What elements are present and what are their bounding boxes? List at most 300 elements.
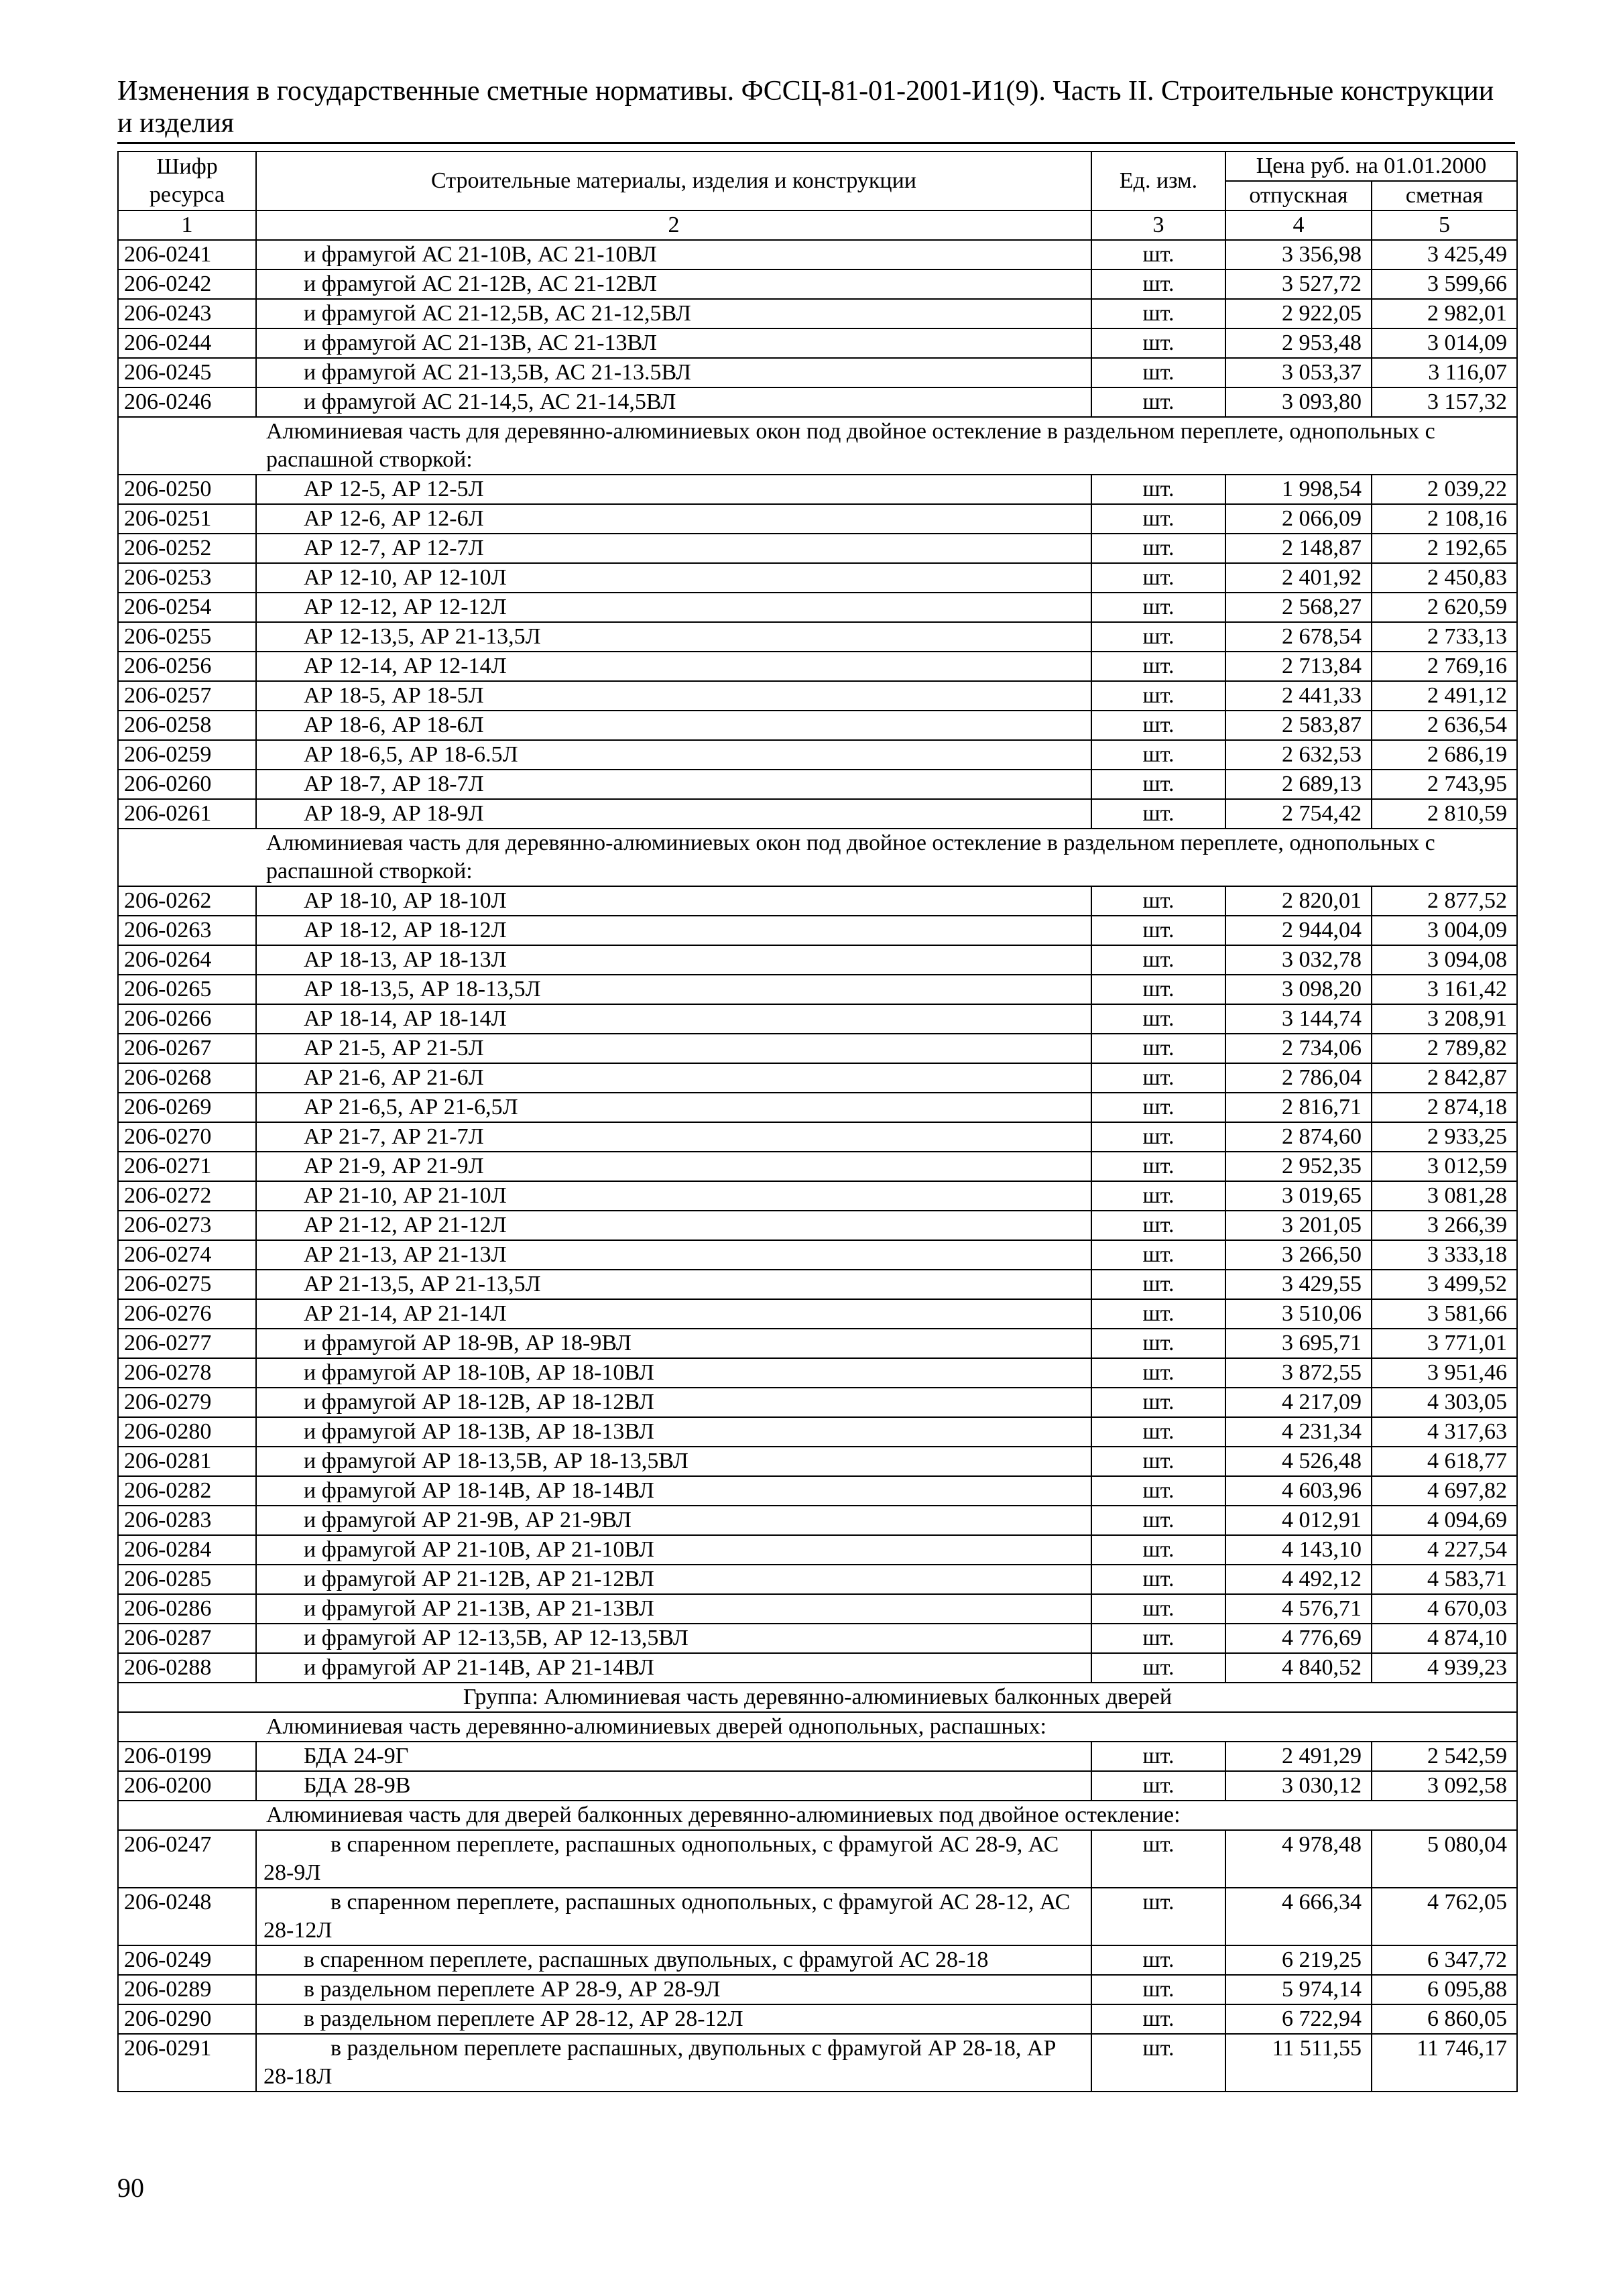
material-name: БДА 28-9В [256,1771,1091,1801]
table-row [118,504,1517,534]
table-row [118,1771,1517,1801]
resource-code: 206-0254 [118,593,256,622]
estimate-price: 2 743,95 [1372,770,1517,799]
table-body [118,240,1517,2092]
resource-code: 206-0274 [118,1240,256,1270]
estimate-price: 4 227,54 [1372,1535,1517,1565]
release-price: 2 754,42 [1225,799,1372,829]
unit-of-measure: шт. [1091,622,1225,652]
release-price: 6 219,25 [1225,1945,1372,1975]
unit-of-measure: шт. [1091,1240,1225,1270]
resource-code: 206-0266 [118,1004,256,1034]
release-price: 2 568,27 [1225,593,1372,622]
material-name: в спаренном переплете, распашных двупольных, с фрамугой АС 28-18 [256,1945,1091,1975]
resource-code: 206-0264 [118,945,256,975]
unit-of-measure: шт. [1091,1830,1225,1888]
estimate-price: 2 039,22 [1372,475,1517,504]
material-name: АР 18-12, АР 18-12Л [256,916,1091,945]
unit-of-measure: шт. [1091,770,1225,799]
release-price: 4 143,10 [1225,1535,1372,1565]
unit-of-measure: шт. [1091,1152,1225,1181]
unit-of-measure: шт. [1091,916,1225,945]
release-price: 2 148,87 [1225,534,1372,563]
release-price: 4 576,71 [1225,1594,1372,1624]
resource-code: 206-0248 [118,1888,256,1945]
resource-code: 206-0253 [118,563,256,593]
material-name: БДА 24-9Г [256,1742,1091,1771]
table-row [118,681,1517,711]
table-row [118,1447,1517,1476]
page-number: 90 [117,2173,144,2203]
material-name: АР 18-7, АР 18-7Л [256,770,1091,799]
unit-of-measure: шт. [1091,1653,1225,1683]
material-name: и фрамугой АС 21-12,5В, АС 21-12,5ВЛ [256,299,1091,328]
section-heading: Алюминиевая часть для дверей балконных деревянно-алюминиевых под двойное остекление: [118,1801,1517,1830]
table-row [118,328,1517,358]
resource-code: 206-0245 [118,358,256,387]
table-row [118,1535,1517,1565]
estimate-price: 2 877,52 [1372,886,1517,916]
unit-of-measure: шт. [1091,299,1225,328]
unit-of-measure: шт. [1091,1093,1225,1122]
estimate-price: 2 733,13 [1372,622,1517,652]
unit-of-measure: шт. [1091,534,1225,563]
page-header: Изменения в государственные сметные нормативы. ФССЦ-81-01-2001-И1(9). Часть II. Строительные конструкции и изделия [117,75,1515,144]
table-row [118,2034,1517,2092]
unit-of-measure: шт. [1091,593,1225,622]
material-name: и фрамугой АР 21-9В, АР 21-9ВЛ [256,1506,1091,1535]
group-heading-row [118,1683,1517,1712]
material-name: АР 21-7, АР 21-7Л [256,1122,1091,1152]
column-header-unit: Ед. изм. [1091,152,1225,210]
table-row [118,1975,1517,2004]
table-row [118,1594,1517,1624]
group-heading: Группа: Алюминиевая часть деревянно-алюминиевых балконных дверей [118,1683,1517,1712]
estimate-price: 4 618,77 [1372,1447,1517,1476]
unit-of-measure: шт. [1091,1771,1225,1801]
material-name: и фрамугой АР 18-10В, АР 18-10ВЛ [256,1358,1091,1388]
resource-code: 206-0287 [118,1624,256,1653]
resource-code: 206-0272 [118,1181,256,1211]
unit-of-measure: шт. [1091,1063,1225,1093]
material-name: и фрамугой АР 12-13,5В, АР 12-13,5ВЛ [256,1624,1091,1653]
estimate-price: 2 636,54 [1372,711,1517,740]
resource-code: 206-0280 [118,1417,256,1447]
material-name: АР 21-6, АР 21-6Л [256,1063,1091,1093]
table-row [118,1063,1517,1093]
resource-code: 206-0200 [118,1771,256,1801]
section-heading-row [118,829,1517,886]
resource-code: 206-0258 [118,711,256,740]
estimate-price: 3 425,49 [1372,240,1517,269]
resource-code: 206-0281 [118,1447,256,1476]
column-number: 1 [118,210,256,240]
material-name: АР 12-10, АР 12-10Л [256,563,1091,593]
release-price: 3 032,78 [1225,945,1372,975]
unit-of-measure: шт. [1091,240,1225,269]
material-name: АР 18-9, АР 18-9Л [256,799,1091,829]
table-row [118,534,1517,563]
table-row [118,299,1517,328]
material-name: и фрамугой АР 21-14В, АР 21-14ВЛ [256,1653,1091,1683]
material-name: АР 18-6, АР 18-6Л [256,711,1091,740]
material-name: АР 21-13,5, АР 21-13,5Л [256,1270,1091,1299]
table-row [118,1888,1517,1945]
material-name: и фрамугой АР 18-13,5В, АР 18-13,5ВЛ [256,1447,1091,1476]
material-name: и фрамугой АР 21-12В, АР 21-12ВЛ [256,1565,1091,1594]
material-name: и фрамугой АС 21-14,5, АС 21-14,5ВЛ [256,387,1091,417]
release-price: 4 666,34 [1225,1888,1372,1945]
release-price: 2 944,04 [1225,916,1372,945]
release-price: 3 053,37 [1225,358,1372,387]
table-row [118,1122,1517,1152]
resource-code: 206-0289 [118,1975,256,2004]
material-name: АР 18-6,5, АР 18-6.5Л [256,740,1091,770]
estimate-price: 3 014,09 [1372,328,1517,358]
material-name: и фрамугой АС 21-13,5В, АС 21-13.5ВЛ [256,358,1091,387]
estimate-price: 4 583,71 [1372,1565,1517,1594]
resource-code: 206-0273 [118,1211,256,1240]
resource-code: 206-0243 [118,299,256,328]
release-price: 3 527,72 [1225,269,1372,299]
estimate-price: 4 697,82 [1372,1476,1517,1506]
material-name: и фрамугой АС 21-13В, АС 21-13ВЛ [256,328,1091,358]
material-name: и фрамугой АР 18-9В, АР 18-9ВЛ [256,1329,1091,1358]
unit-of-measure: шт. [1091,1624,1225,1653]
estimate-price: 2 810,59 [1372,799,1517,829]
release-price: 3 695,71 [1225,1329,1372,1358]
resource-code: 206-0199 [118,1742,256,1771]
unit-of-measure: шт. [1091,328,1225,358]
table-row [118,1742,1517,1771]
resource-code: 206-0259 [118,740,256,770]
material-name: АР 21-12, АР 21-12Л [256,1211,1091,1240]
resource-code: 206-0290 [118,2004,256,2034]
section-heading-row [118,417,1517,475]
resource-code: 206-0276 [118,1299,256,1329]
release-price: 2 713,84 [1225,652,1372,681]
estimate-price: 3 116,07 [1372,358,1517,387]
release-price: 2 816,71 [1225,1093,1372,1122]
table-row [118,916,1517,945]
resource-code: 206-0263 [118,916,256,945]
table-row [118,799,1517,829]
table-row [118,1506,1517,1535]
material-name: АР 12-7, АР 12-7Л [256,534,1091,563]
estimate-price: 3 599,66 [1372,269,1517,299]
column-header-estimate-price: сметная [1372,181,1517,210]
resource-code: 206-0261 [118,799,256,829]
table-row [118,1093,1517,1122]
unit-of-measure: шт. [1091,945,1225,975]
release-price: 2 953,48 [1225,328,1372,358]
resource-code: 206-0255 [118,622,256,652]
table-row [118,1329,1517,1358]
resource-code: 206-0247 [118,1830,256,1888]
estimate-price: 4 094,69 [1372,1506,1517,1535]
unit-of-measure: шт. [1091,1417,1225,1447]
table-row [118,2004,1517,2034]
estimate-price: 3 081,28 [1372,1181,1517,1211]
material-name: АР 21-10, АР 21-10Л [256,1181,1091,1211]
estimate-price: 3 951,46 [1372,1358,1517,1388]
release-price: 3 266,50 [1225,1240,1372,1270]
estimate-price: 11 746,17 [1372,2034,1517,2092]
estimate-price: 3 092,58 [1372,1771,1517,1801]
release-price: 4 526,48 [1225,1447,1372,1476]
price-table [117,151,1518,2092]
release-price: 11 511,55 [1225,2034,1372,2092]
release-price: 2 734,06 [1225,1034,1372,1063]
column-header-name: Строительные материалы, изделия и конструкции [256,152,1091,210]
unit-of-measure: шт. [1091,1945,1225,1975]
unit-of-measure: шт. [1091,1742,1225,1771]
unit-of-measure: шт. [1091,269,1225,299]
release-price: 2 441,33 [1225,681,1372,711]
unit-of-measure: шт. [1091,475,1225,504]
unit-of-measure: шт. [1091,563,1225,593]
section-heading: Алюминиевая часть для деревянно-алюминиевых окон под двойное остекление в раздельном переплете, однопольных с распашной створкой: [118,417,1517,475]
table-row [118,1945,1517,1975]
estimate-price: 3 333,18 [1372,1240,1517,1270]
resource-code: 206-0282 [118,1476,256,1506]
table-row [118,593,1517,622]
unit-of-measure: шт. [1091,711,1225,740]
release-price: 2 922,05 [1225,299,1372,328]
unit-of-measure: шт. [1091,387,1225,417]
unit-of-measure: шт. [1091,1122,1225,1152]
unit-of-measure: шт. [1091,681,1225,711]
resource-code: 206-0262 [118,886,256,916]
estimate-price: 4 939,23 [1372,1653,1517,1683]
release-price: 3 030,12 [1225,1771,1372,1801]
material-name: АР 18-10, АР 18-10Л [256,886,1091,916]
resource-code: 206-0246 [118,387,256,417]
material-name: в раздельном переплете АР 28-9, АР 28-9Л [256,1975,1091,2004]
material-name: АР 12-6, АР 12-6Л [256,504,1091,534]
unit-of-measure: шт. [1091,1181,1225,1211]
table-row [118,1417,1517,1447]
material-name: АР 18-13, АР 18-13Л [256,945,1091,975]
estimate-price: 2 769,16 [1372,652,1517,681]
estimate-price: 2 542,59 [1372,1742,1517,1771]
release-price: 3 510,06 [1225,1299,1372,1329]
unit-of-measure: шт. [1091,1535,1225,1565]
resource-code: 206-0291 [118,2034,256,2092]
material-name: АР 21-5, АР 21-5Л [256,1034,1091,1063]
resource-code: 206-0256 [118,652,256,681]
release-price: 2 820,01 [1225,886,1372,916]
column-number: 4 [1225,210,1372,240]
unit-of-measure: шт. [1091,1975,1225,2004]
unit-of-measure: шт. [1091,2004,1225,2034]
resource-code: 206-0257 [118,681,256,711]
estimate-price: 6 860,05 [1372,2004,1517,2034]
material-name: в раздельном переплете распашных, двупольных с фрамугой АР 28-18, АР 28-18Л [256,2034,1091,2092]
estimate-price: 2 450,83 [1372,563,1517,593]
material-name: и фрамугой АР 18-12В, АР 18-12ВЛ [256,1388,1091,1417]
resource-code: 206-0288 [118,1653,256,1683]
table-row [118,387,1517,417]
material-name: в спаренном переплете, распашных однопольных, с фрамугой АС 28-12, АС 28-12Л [256,1888,1091,1945]
estimate-price: 2 108,16 [1372,504,1517,534]
table-row [118,945,1517,975]
unit-of-measure: шт. [1091,799,1225,829]
release-price: 3 093,80 [1225,387,1372,417]
estimate-price: 2 842,87 [1372,1063,1517,1093]
unit-of-measure: шт. [1091,1594,1225,1624]
release-price: 4 840,52 [1225,1653,1372,1683]
estimate-price: 3 012,59 [1372,1152,1517,1181]
estimate-price: 2 789,82 [1372,1034,1517,1063]
material-name: и фрамугой АР 18-13В, АР 18-13ВЛ [256,1417,1091,1447]
material-name: АР 21-9, АР 21-9Л [256,1152,1091,1181]
release-price: 2 066,09 [1225,504,1372,534]
release-price: 3 019,65 [1225,1181,1372,1211]
resource-code: 206-0251 [118,504,256,534]
table-row [118,652,1517,681]
table-row [118,622,1517,652]
unit-of-measure: шт. [1091,1506,1225,1535]
column-number: 3 [1091,210,1225,240]
material-name: и фрамугой АР 21-13В, АР 21-13ВЛ [256,1594,1091,1624]
resource-code: 206-0260 [118,770,256,799]
column-number: 5 [1372,210,1517,240]
table-row [118,1388,1517,1417]
estimate-price: 3 581,66 [1372,1299,1517,1329]
unit-of-measure: шт. [1091,1211,1225,1240]
unit-of-measure: шт. [1091,1004,1225,1034]
resource-code: 206-0252 [118,534,256,563]
release-price: 4 492,12 [1225,1565,1372,1594]
unit-of-measure: шт. [1091,1358,1225,1388]
table-row [118,740,1517,770]
estimate-price: 6 095,88 [1372,1975,1517,2004]
resource-code: 206-0249 [118,1945,256,1975]
resource-code: 206-0268 [118,1063,256,1093]
unit-of-measure: шт. [1091,1388,1225,1417]
release-price: 3 356,98 [1225,240,1372,269]
material-name: в раздельном переплете АР 28-12, АР 28-12Л [256,2004,1091,2034]
release-price: 2 689,13 [1225,770,1372,799]
unit-of-measure: шт. [1091,2034,1225,2092]
table-row [118,1653,1517,1683]
resource-code: 206-0250 [118,475,256,504]
resource-code: 206-0277 [118,1329,256,1358]
estimate-price: 4 317,63 [1372,1417,1517,1447]
release-price: 4 012,91 [1225,1506,1372,1535]
estimate-price: 2 982,01 [1372,299,1517,328]
column-number: 2 [256,210,1091,240]
release-price: 2 952,35 [1225,1152,1372,1181]
section-heading: Алюминиевая часть деревянно-алюминиевых дверей однопольных, распашных: [118,1712,1517,1742]
estimate-price: 4 874,10 [1372,1624,1517,1653]
unit-of-measure: шт. [1091,1565,1225,1594]
table-row [118,1240,1517,1270]
estimate-price: 3 094,08 [1372,945,1517,975]
estimate-price: 6 347,72 [1372,1945,1517,1975]
release-price: 6 722,94 [1225,2004,1372,2034]
table-row [118,1830,1517,1888]
table-row [118,1270,1517,1299]
column-header-release-price: отпускная [1225,181,1372,210]
table-row [118,1181,1517,1211]
unit-of-measure: шт. [1091,652,1225,681]
material-name: АР 18-5, АР 18-5Л [256,681,1091,711]
unit-of-measure: шт. [1091,1447,1225,1476]
estimate-price: 2 933,25 [1372,1122,1517,1152]
resource-code: 206-0286 [118,1594,256,1624]
material-name: АР 21-14, АР 21-14Л [256,1299,1091,1329]
table-row [118,770,1517,799]
table-row [118,1358,1517,1388]
resource-code: 206-0241 [118,240,256,269]
table-row [118,1004,1517,1034]
unit-of-measure: шт. [1091,740,1225,770]
material-name: и фрамугой АС 21-12В, АС 21-12ВЛ [256,269,1091,299]
release-price: 3 201,05 [1225,1211,1372,1240]
material-name: и фрамугой АР 18-14В, АР 18-14ВЛ [256,1476,1091,1506]
estimate-price: 2 686,19 [1372,740,1517,770]
table-row [118,1624,1517,1653]
estimate-price: 4 762,05 [1372,1888,1517,1945]
release-price: 4 231,34 [1225,1417,1372,1447]
table-row [118,563,1517,593]
table-row [118,475,1517,504]
material-name: АР 12-14, АР 12-14Л [256,652,1091,681]
unit-of-measure: шт. [1091,1034,1225,1063]
section-heading-row [118,1712,1517,1742]
material-name: АР 12-5, АР 12-5Л [256,475,1091,504]
table-row [118,269,1517,299]
table-row [118,1152,1517,1181]
unit-of-measure: шт. [1091,504,1225,534]
material-name: АР 21-6,5, АР 21-6,5Л [256,1093,1091,1122]
unit-of-measure: шт. [1091,1270,1225,1299]
table-row [118,1565,1517,1594]
release-price: 3 144,74 [1225,1004,1372,1034]
resource-code: 206-0284 [118,1535,256,1565]
release-price: 4 603,96 [1225,1476,1372,1506]
section-heading: Алюминиевая часть для деревянно-алюминиевых окон под двойное остекление в раздельном переплете, однопольных с распашной створкой: [118,829,1517,886]
release-price: 1 998,54 [1225,475,1372,504]
resource-code: 206-0265 [118,975,256,1004]
release-price: 2 583,87 [1225,711,1372,740]
table-row [118,1034,1517,1063]
release-price: 2 491,29 [1225,1742,1372,1771]
table-row [118,975,1517,1004]
release-price: 2 401,92 [1225,563,1372,593]
resource-code: 206-0269 [118,1093,256,1122]
resource-code: 206-0242 [118,269,256,299]
material-name: АР 18-13,5, АР 18-13,5Л [256,975,1091,1004]
resource-code: 206-0267 [118,1034,256,1063]
release-price: 3 098,20 [1225,975,1372,1004]
material-name: АР 12-13,5, АР 21-13,5Л [256,622,1091,652]
release-price: 4 776,69 [1225,1624,1372,1653]
resource-code: 206-0244 [118,328,256,358]
release-price: 5 974,14 [1225,1975,1372,2004]
estimate-price: 3 266,39 [1372,1211,1517,1240]
unit-of-measure: шт. [1091,886,1225,916]
release-price: 2 678,54 [1225,622,1372,652]
resource-code: 206-0278 [118,1358,256,1388]
estimate-price: 4 303,05 [1372,1388,1517,1417]
estimate-price: 3 004,09 [1372,916,1517,945]
estimate-price: 4 670,03 [1372,1594,1517,1624]
resource-code: 206-0270 [118,1122,256,1152]
material-name: АР 12-12, АР 12-12Л [256,593,1091,622]
